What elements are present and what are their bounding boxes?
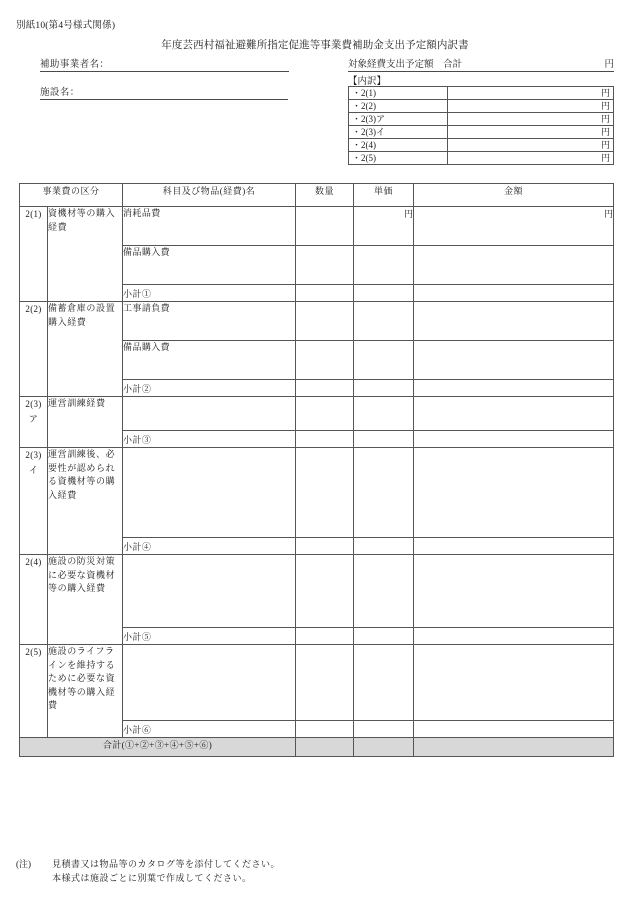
expense-detail-table: [19, 183, 614, 757]
breakdown-row-label: ・2(3)イ: [349, 126, 448, 139]
column-header-item: 科目及び物品(経費)名: [123, 184, 296, 207]
subtotal-label: 小計⑥: [123, 721, 296, 738]
section-code-sub: ア: [28, 414, 39, 424]
unit-price-cell[interactable]: [354, 555, 414, 628]
applicant-name-field[interactable]: [40, 56, 289, 72]
section-code: 2(2): [20, 302, 48, 397]
subtotal-quantity-cell[interactable]: [296, 285, 354, 302]
expense-item-name[interactable]: [123, 645, 296, 721]
applicant-name-label: 補助事業者名：: [40, 56, 109, 72]
subtotal-amount-cell[interactable]: [414, 628, 614, 645]
subtotal-label: 小計④: [123, 538, 296, 555]
table-row: [349, 100, 614, 113]
subtotal-amount-cell[interactable]: [414, 538, 614, 555]
breakdown-heading: 【内訳】: [348, 77, 387, 87]
section-code: 2(4): [20, 555, 48, 645]
breakdown-row-currency[interactable]: 円: [448, 113, 614, 126]
amount-currency-mark[interactable]: 円: [414, 207, 614, 246]
section-category: 施設の防災対策に必要な資機材等の購入経費: [48, 555, 123, 645]
quantity-cell[interactable]: [296, 555, 354, 628]
breakdown-row-label: ・2(2): [349, 100, 448, 113]
facility-name-input[interactable]: [80, 88, 288, 100]
footnote-text: 本様式は施設ごとに別葉で作成してください。: [52, 872, 252, 883]
subtotal-label: 小計②: [123, 380, 296, 397]
breakdown-row-currency[interactable]: 円: [448, 152, 614, 165]
table-row: [20, 207, 614, 246]
quantity-cell[interactable]: [296, 207, 354, 246]
unit-price-cell[interactable]: [354, 341, 414, 380]
unit-price-cell[interactable]: [354, 397, 414, 431]
expense-item-name[interactable]: 工事請負費: [123, 302, 296, 341]
section-code-main: 2(3): [25, 450, 42, 460]
table-row: [20, 448, 614, 538]
breakdown-row-label: ・2(1): [349, 87, 448, 100]
expense-item-name[interactable]: [123, 555, 296, 628]
section-category: 施設のライフラインを維持するために必要な資機材等の購入経費: [48, 645, 123, 738]
planned-expenditure-total-currency: 円: [604, 60, 614, 70]
grand-total-label: 合計(①+②+③+④+⑤+⑥): [20, 738, 296, 757]
section-code: 2(5): [20, 645, 48, 738]
subtotal-unit-price-cell[interactable]: [354, 538, 414, 555]
expense-item-name[interactable]: 備品購入費: [123, 246, 296, 285]
section-category: 運営訓練経費: [48, 397, 123, 448]
subtotal-unit-price-cell[interactable]: [354, 721, 414, 738]
grand-total-quantity-cell[interactable]: [296, 738, 354, 757]
section-code: [20, 397, 48, 448]
grand-total-unit-price-cell[interactable]: [354, 738, 414, 757]
quantity-cell[interactable]: [296, 397, 354, 431]
unit-price-cell[interactable]: [354, 448, 414, 538]
section-code-main: 2(3): [25, 399, 42, 409]
grand-total-amount-cell[interactable]: [414, 738, 614, 757]
subtotal-quantity-cell[interactable]: [296, 538, 354, 555]
subtotal-quantity-cell[interactable]: [296, 431, 354, 448]
unit-price-cell[interactable]: [354, 645, 414, 721]
amount-cell[interactable]: [414, 448, 614, 538]
breakdown-table-body: [349, 87, 614, 165]
subtotal-unit-price-cell[interactable]: [354, 285, 414, 302]
table-row: [349, 126, 614, 139]
expense-table-body: [20, 207, 614, 757]
applicant-name-input[interactable]: [109, 60, 289, 72]
amount-cell[interactable]: [414, 302, 614, 341]
table-row: [20, 645, 614, 721]
quantity-cell[interactable]: [296, 246, 354, 285]
facility-name-label: 施設名：: [40, 84, 80, 100]
breakdown-row-currency[interactable]: 円: [448, 100, 614, 113]
amount-cell[interactable]: [414, 341, 614, 380]
section-code: [20, 448, 48, 555]
breakdown-row-label: ・2(5): [349, 152, 448, 165]
table-row: [349, 87, 614, 100]
expense-table-header: [20, 184, 614, 207]
amount-cell[interactable]: [414, 555, 614, 628]
column-header-unit-price: 単価: [354, 184, 414, 207]
quantity-cell[interactable]: [296, 302, 354, 341]
subtotal-quantity-cell[interactable]: [296, 628, 354, 645]
breakdown-table: [348, 86, 614, 165]
grand-total-row: [20, 738, 614, 757]
table-row: [20, 555, 614, 628]
breakdown-row-label: ・2(3)ア: [349, 113, 448, 126]
expense-item-name[interactable]: [123, 448, 296, 538]
breakdown-row-currency[interactable]: 円: [448, 126, 614, 139]
footnote-mark: (注): [16, 859, 31, 869]
breakdown-row-currency[interactable]: 円: [448, 139, 614, 152]
quantity-cell[interactable]: [296, 448, 354, 538]
amount-cell[interactable]: [414, 397, 614, 431]
subtotal-amount-cell[interactable]: [414, 431, 614, 448]
footnote-text: 見積書又は物品等のカタログ等を添付してください。: [52, 859, 281, 869]
column-header-amount: 金額: [414, 184, 614, 207]
subtotal-unit-price-cell[interactable]: [354, 628, 414, 645]
subtotal-amount-cell[interactable]: [414, 285, 614, 302]
planned-expenditure-total-label: 対象経費支出予定額 合計: [348, 60, 463, 70]
amount-cell[interactable]: [414, 645, 614, 721]
column-header-quantity: 数量: [296, 184, 354, 207]
section-category: 運営訓練後、必要性が認められる資機材等の購入経費: [48, 448, 123, 555]
footnotes: [16, 858, 280, 885]
quantity-cell[interactable]: [296, 645, 354, 721]
table-row: [20, 302, 614, 341]
unit-price-cell[interactable]: [354, 302, 414, 341]
table-row: [20, 397, 614, 431]
subtotal-unit-price-cell[interactable]: [354, 431, 414, 448]
form-number: 別紙10(第4号様式関係): [16, 21, 116, 31]
subtotal-unit-price-cell[interactable]: [354, 380, 414, 397]
page-title: 年度芸西村福祉避難所指定促進等事業費補助金支出予定額内訳書: [161, 40, 469, 51]
subtotal-label: 小計⑤: [123, 628, 296, 645]
table-header-row: [20, 184, 614, 207]
unit-price-currency-mark[interactable]: 円: [354, 207, 414, 246]
expense-item-name[interactable]: 消耗品費: [123, 207, 296, 246]
quantity-cell[interactable]: [296, 341, 354, 380]
expense-item-name[interactable]: [123, 397, 296, 431]
facility-name-field[interactable]: [40, 84, 288, 100]
section-category: 資機材等の購入経費: [48, 207, 123, 302]
footnote-line: [16, 872, 280, 886]
subtotal-label: 小計③: [123, 431, 296, 448]
breakdown-row-currency[interactable]: 円: [448, 87, 614, 100]
unit-price-cell[interactable]: [354, 246, 414, 285]
subtotal-amount-cell[interactable]: [414, 380, 614, 397]
breakdown-row-label: ・2(4): [349, 139, 448, 152]
table-row: [349, 152, 614, 165]
section-code: 2(1): [20, 207, 48, 302]
planned-expenditure-total: [348, 56, 614, 72]
table-row: [349, 113, 614, 126]
subtotal-quantity-cell[interactable]: [296, 380, 354, 397]
table-row: [349, 139, 614, 152]
section-category: 備蓄倉庫の設置購入経費: [48, 302, 123, 397]
expense-item-name[interactable]: 備品購入費: [123, 341, 296, 380]
amount-cell[interactable]: [414, 246, 614, 285]
subtotal-label: 小計①: [123, 285, 296, 302]
subtotal-quantity-cell[interactable]: [296, 721, 354, 738]
footnote-line: [16, 858, 280, 872]
section-code-sub: イ: [28, 465, 39, 475]
subtotal-amount-cell[interactable]: [414, 721, 614, 738]
column-header-category: 事業費の区分: [20, 184, 123, 207]
